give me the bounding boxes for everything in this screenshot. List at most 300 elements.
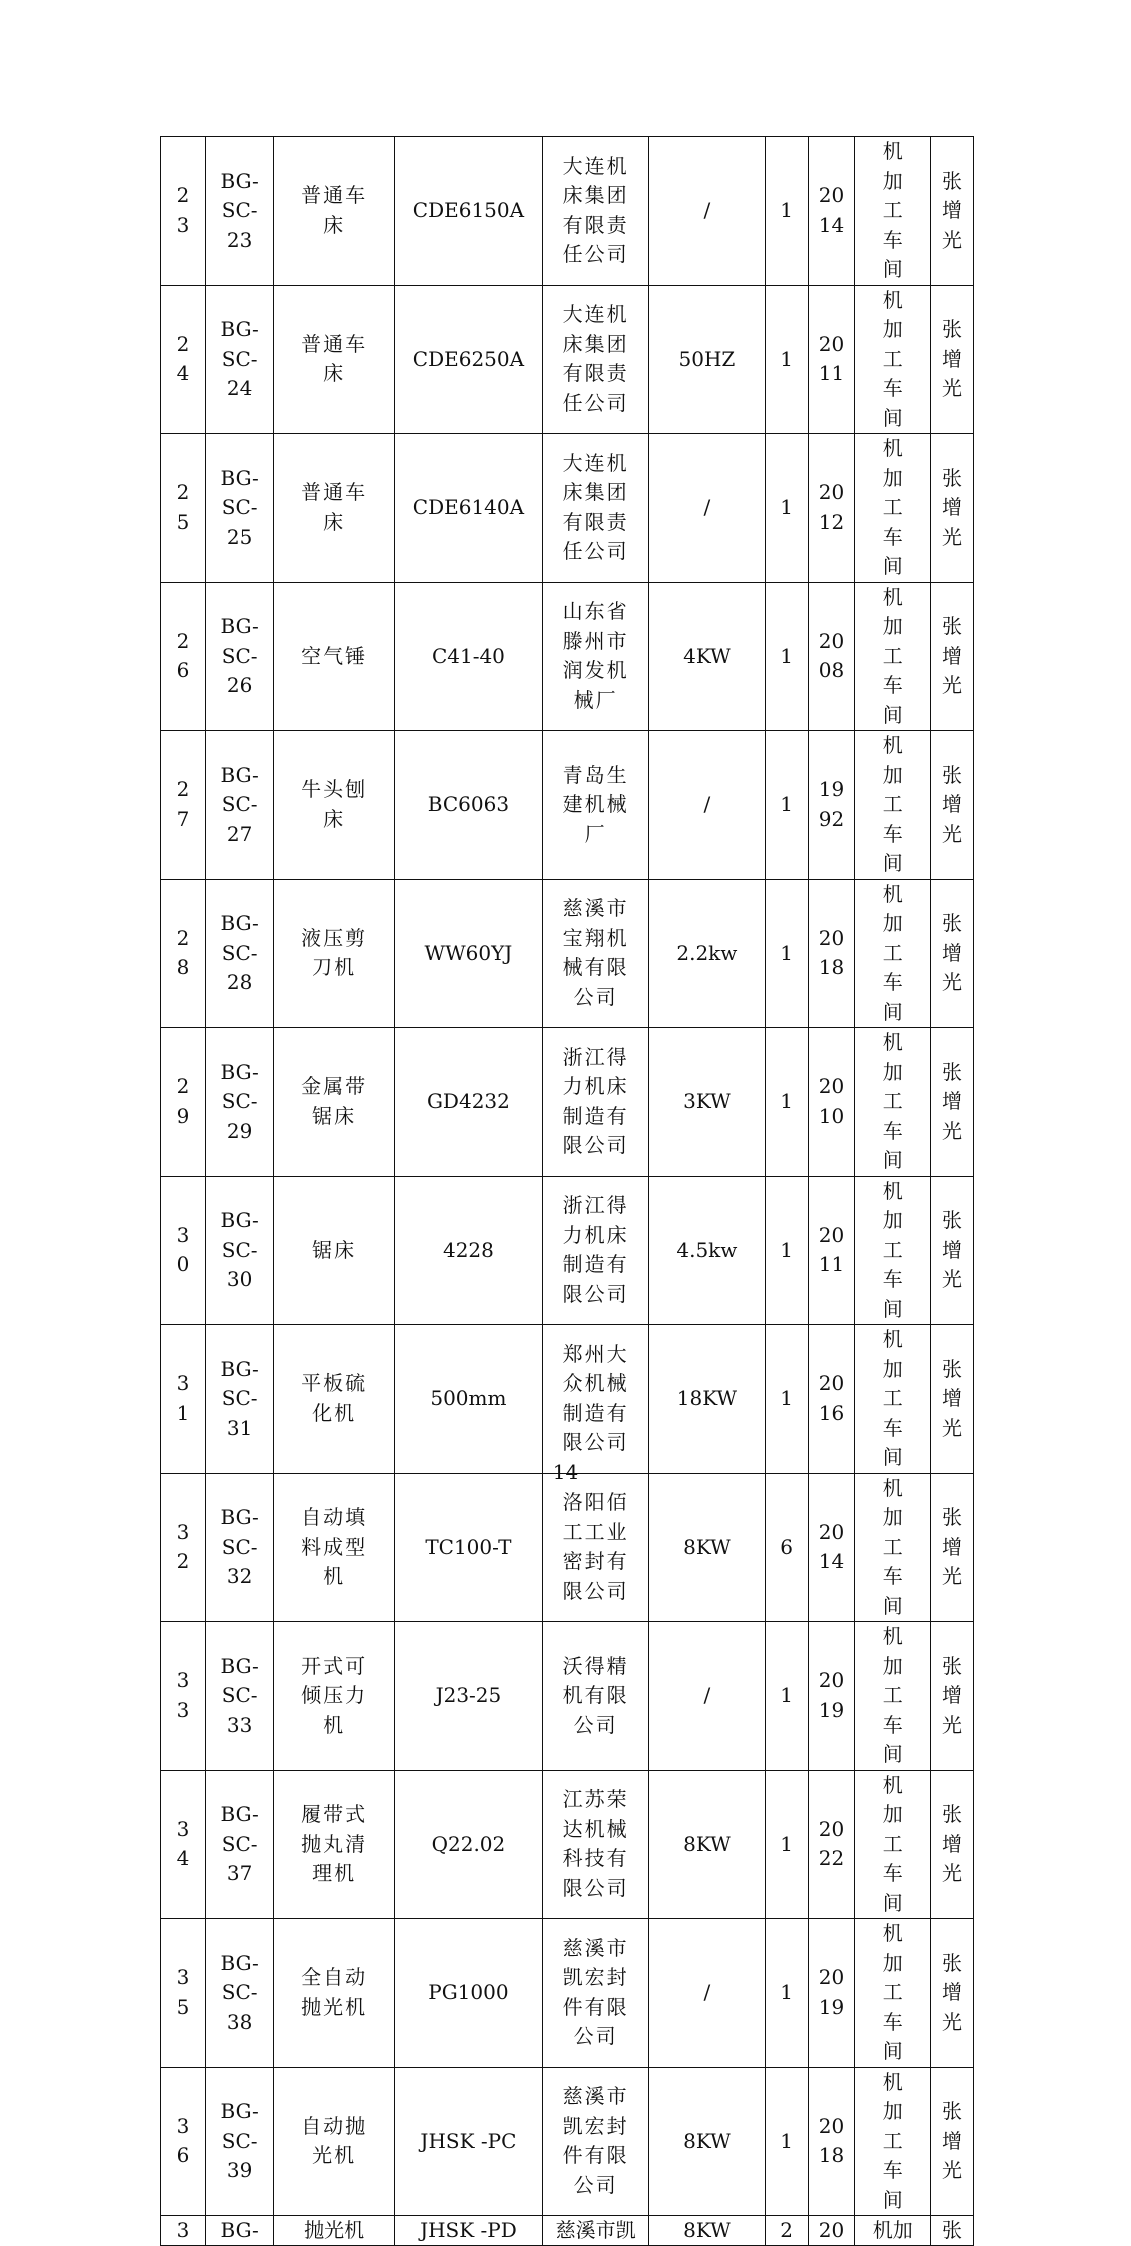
cell-keeper-text: 张增光 <box>942 1950 963 2034</box>
cell-equipment-name-text: 金属带锯床 <box>301 1074 368 1128</box>
cell-code-text: BG-SC-25 <box>220 465 259 549</box>
cell-model-text: JHSK -PC <box>420 2128 517 2153</box>
cell-manufacturer <box>542 137 648 286</box>
cell-model-text: WW60YJ <box>424 940 513 965</box>
cell-quantity-text: 1 <box>780 1089 793 1113</box>
cell-equipment-name-text: 锯床 <box>312 1237 357 1262</box>
cell-code <box>205 2216 273 2246</box>
cell-manufacturer-text: 青岛生建机械厂 <box>562 762 629 846</box>
cell-code-text: BG-SC-26 <box>220 614 259 697</box>
cell-equipment-name-text: 履带式抛丸清理机 <box>301 1802 368 1885</box>
cell-equipment-name <box>274 434 395 583</box>
cell-code <box>205 1176 273 1325</box>
cell-index <box>161 1325 206 1474</box>
cell-keeper-text: 张增光 <box>942 911 963 994</box>
cell-location-text: 机加 <box>872 2218 913 2242</box>
cell-equipment-name <box>274 879 395 1028</box>
cell-index-text: 3 <box>176 2218 190 2242</box>
table-row <box>161 434 974 583</box>
cell-equipment-name-text: 牛头刨床 <box>301 777 368 831</box>
cell-year <box>808 1770 855 1919</box>
cell-code-text: BG-SC-38 <box>220 1950 259 2034</box>
cell-equipment-name <box>274 2216 395 2246</box>
cell-location <box>855 137 931 286</box>
equipment-table <box>160 136 974 2246</box>
cell-location <box>855 1325 931 1474</box>
cell-index-text: 31 <box>176 1371 190 1425</box>
cell-equipment-name <box>274 137 395 286</box>
cell-model-text: CDE6140A <box>412 495 525 519</box>
cell-code-text: BG-SC-39 <box>220 2099 259 2182</box>
cell-quantity <box>765 879 808 1028</box>
cell-model <box>394 2067 542 2216</box>
cell-quantity <box>765 1325 808 1474</box>
cell-code-text: BG-SC-24 <box>220 317 259 400</box>
cell-manufacturer-text: 郑州大众机械制造有限公司 <box>562 1341 629 1455</box>
cell-index-text: 27 <box>176 777 190 831</box>
table-row <box>161 2067 974 2216</box>
cell-model <box>394 1770 542 1919</box>
cell-year-text: 2016 <box>818 1371 845 1425</box>
cell-manufacturer-text: 大连机床集团有限责任公司 <box>562 302 629 415</box>
cell-power-text: 8KW <box>683 1534 731 1559</box>
cell-quantity <box>765 137 808 286</box>
cell-location-text: 机加工车间 <box>882 1921 903 2063</box>
cell-keeper <box>931 137 974 286</box>
cell-location <box>855 731 931 880</box>
cell-location-text: 机加工车间 <box>882 1475 903 1618</box>
cell-location-text: 机加工车间 <box>882 2069 903 2212</box>
cell-manufacturer <box>542 1919 648 2068</box>
cell-location <box>855 582 931 731</box>
cell-index <box>161 731 206 880</box>
cell-location <box>855 879 931 1028</box>
cell-manufacturer-text: 浙江得力机床制造有限公司 <box>562 1193 629 1306</box>
cell-manufacturer <box>542 1325 648 1474</box>
cell-manufacturer <box>542 2216 648 2246</box>
cell-index <box>161 2067 206 2216</box>
cell-power <box>649 1919 765 2068</box>
cell-power-text: / <box>703 495 711 519</box>
cell-location-text: 机加工车间 <box>882 881 903 1024</box>
cell-index <box>161 285 206 434</box>
cell-equipment-name-text: 平板硫化机 <box>301 1371 368 1425</box>
cell-model <box>394 1028 542 1177</box>
cell-quantity-text: 1 <box>780 198 793 222</box>
cell-power <box>649 879 765 1028</box>
cell-year <box>808 2216 855 2246</box>
cell-quantity-text: 1 <box>780 643 793 668</box>
cell-manufacturer-text: 浙江得力机床制造有限公司 <box>562 1044 629 1158</box>
cell-model <box>394 879 542 1028</box>
cell-quantity <box>765 434 808 583</box>
cell-quantity-text: 1 <box>780 2128 793 2153</box>
cell-index <box>161 2216 206 2246</box>
cell-model-text: CDE6250A <box>412 346 525 371</box>
cell-manufacturer <box>542 879 648 1028</box>
cell-manufacturer-text: 慈溪市凯宏封件有限公司 <box>562 1935 629 2049</box>
cell-manufacturer-text: 慈溪市宝翔机械有限公司 <box>562 896 629 1009</box>
cell-quantity-text: 2 <box>780 2218 793 2242</box>
cell-code <box>205 582 273 731</box>
cell-quantity <box>765 1176 808 1325</box>
cell-manufacturer <box>542 285 648 434</box>
cell-model-text: BC6063 <box>427 792 510 816</box>
cell-equipment-name-text: 液压剪刀机 <box>301 925 368 980</box>
table-row <box>161 731 974 880</box>
cell-year-text: 2012 <box>818 480 845 534</box>
cell-manufacturer-text: 大连机床集团有限责任公司 <box>562 153 629 267</box>
cell-manufacturer <box>542 1176 648 1325</box>
cell-quantity-text: 1 <box>780 346 793 371</box>
cell-equipment-name-text: 自动填料成型机 <box>301 1505 368 1588</box>
cell-code-text: BG-SC-27 <box>220 762 259 846</box>
cell-model <box>394 2216 542 2246</box>
cell-equipment-name <box>274 582 395 731</box>
cell-quantity-text: 1 <box>780 1831 793 1856</box>
cell-quantity-text: 1 <box>780 1386 793 1410</box>
equipment-table-body <box>161 137 974 2246</box>
cell-index-text: 23 <box>176 183 190 237</box>
cell-power-text: 8KW <box>683 2128 731 2153</box>
cell-model-text: Q22.02 <box>431 1831 506 1856</box>
cell-manufacturer-text: 慈溪市凯宏封件有限公司 <box>562 2084 629 2197</box>
cell-index-text: 33 <box>176 1668 190 1722</box>
cell-code-text: BG-SC-31 <box>220 1356 259 1440</box>
cell-index-text: 26 <box>176 628 190 683</box>
cell-model <box>394 1325 542 1474</box>
cell-model <box>394 1622 542 1771</box>
cell-code <box>205 1028 273 1177</box>
cell-equipment-name <box>274 2067 395 2216</box>
cell-year <box>808 1622 855 1771</box>
cell-power-text: 50HZ <box>678 346 736 371</box>
cell-manufacturer-text: 山东省滕州市润发机械厂 <box>562 599 629 712</box>
cell-model-text: C41-40 <box>431 643 505 668</box>
cell-power-text: 4KW <box>683 643 731 668</box>
cell-power <box>649 434 765 583</box>
cell-quantity <box>765 1622 808 1771</box>
cell-year-text: 2018 <box>818 925 845 980</box>
cell-keeper-text: 张增光 <box>942 1356 963 1440</box>
cell-model <box>394 1176 542 1325</box>
cell-quantity-text: 1 <box>780 1237 793 1262</box>
cell-model-text: J23-25 <box>435 1683 502 1707</box>
cell-equipment-name <box>274 1028 395 1177</box>
cell-equipment-name <box>274 731 395 880</box>
cell-quantity <box>765 582 808 731</box>
cell-code-text: BG-SC-23 <box>220 168 259 252</box>
cell-year-text: 2018 <box>818 2113 845 2168</box>
cell-model-text: CDE6150A <box>412 198 525 222</box>
cell-year <box>808 137 855 286</box>
cell-year-text: 20 <box>818 2218 845 2242</box>
table-row <box>161 1325 974 1474</box>
cell-equipment-name <box>274 285 395 434</box>
cell-index-text: 34 <box>176 1816 190 1871</box>
page-number: 14 <box>552 1460 579 1484</box>
cell-model-text: TC100-T <box>425 1534 512 1559</box>
cell-model <box>394 582 542 731</box>
cell-keeper <box>931 1622 974 1771</box>
cell-keeper <box>931 1473 974 1622</box>
cell-power-text: 4.5kw <box>676 1237 738 1262</box>
cell-power-text: 2.2kw <box>676 940 738 965</box>
cell-quantity <box>765 285 808 434</box>
cell-equipment-name <box>274 1176 395 1325</box>
cell-equipment-name-text: 普通车床 <box>301 183 368 237</box>
cell-power <box>649 1028 765 1177</box>
cell-manufacturer <box>542 434 648 583</box>
cell-code <box>205 2067 273 2216</box>
cell-year <box>808 879 855 1028</box>
cell-quantity <box>765 2067 808 2216</box>
cell-code-text: BG-SC-37 <box>220 1802 259 1885</box>
cell-manufacturer-text: 大连机床集团有限责任公司 <box>562 450 629 564</box>
cell-power <box>649 1176 765 1325</box>
table-row <box>161 1770 974 1919</box>
cell-location-text: 机加工车间 <box>882 1178 903 1321</box>
cell-keeper-text: 张增光 <box>942 465 963 549</box>
cell-year-text: 2010 <box>818 1074 845 1128</box>
cell-model <box>394 137 542 286</box>
cell-model-text: 500mm <box>430 1386 507 1410</box>
cell-index-text: 29 <box>176 1074 190 1128</box>
cell-year-text: 2019 <box>818 1965 845 2019</box>
cell-manufacturer-text: 沃得精机有限公司 <box>562 1653 629 1737</box>
cell-location-text: 机加工车间 <box>882 1624 903 1766</box>
cell-equipment-name-text: 普通车床 <box>301 480 368 534</box>
cell-manufacturer-text: 慈溪市凯 <box>555 2218 636 2242</box>
cell-power <box>649 1770 765 1919</box>
cell-manufacturer <box>542 731 648 880</box>
table-row <box>161 1473 974 1622</box>
cell-power <box>649 582 765 731</box>
table-row <box>161 1028 974 1177</box>
cell-keeper <box>931 2216 974 2246</box>
cell-power <box>649 285 765 434</box>
cell-year <box>808 1919 855 2068</box>
cell-keeper-text: 张增光 <box>942 1505 963 1588</box>
cell-year-text: 2014 <box>818 1519 845 1574</box>
cell-keeper <box>931 1919 974 2068</box>
cell-manufacturer <box>542 1028 648 1177</box>
cell-index-text: 25 <box>176 480 190 534</box>
cell-model-text: 4228 <box>442 1237 494 1262</box>
table-row <box>161 879 974 1028</box>
cell-power-text: 18KW <box>676 1386 738 1410</box>
cell-power-text: / <box>703 792 711 816</box>
cell-code <box>205 434 273 583</box>
cell-equipment-name-text: 全自动抛光机 <box>301 1965 368 2019</box>
cell-manufacturer <box>542 2067 648 2216</box>
cell-code <box>205 879 273 1028</box>
cell-code <box>205 1770 273 1919</box>
cell-index <box>161 1028 206 1177</box>
cell-keeper <box>931 1770 974 1919</box>
table-row <box>161 1622 974 1771</box>
cell-code-text: BG-SC-33 <box>220 1653 259 1737</box>
cell-year-text: 2019 <box>818 1668 845 1722</box>
cell-manufacturer <box>542 1473 648 1622</box>
cell-code <box>205 1622 273 1771</box>
cell-quantity-text: 1 <box>780 1683 793 1707</box>
cell-year-text: 2014 <box>818 183 845 237</box>
cell-year <box>808 1176 855 1325</box>
cell-equipment-name-text: 普通车床 <box>301 331 368 386</box>
cell-index-text: 32 <box>176 1519 190 1574</box>
cell-keeper-text: 张 <box>942 2218 963 2242</box>
cell-year-text: 2011 <box>818 1222 845 1277</box>
cell-power-text: / <box>703 1980 711 2004</box>
cell-location-text: 机加工车间 <box>882 584 903 727</box>
cell-keeper <box>931 1176 974 1325</box>
cell-equipment-name <box>274 1473 395 1622</box>
cell-equipment-name-text: 抛光机 <box>304 2218 365 2242</box>
cell-quantity <box>765 1770 808 1919</box>
cell-quantity <box>765 731 808 880</box>
cell-index <box>161 1622 206 1771</box>
cell-index <box>161 1176 206 1325</box>
cell-keeper <box>931 731 974 880</box>
cell-index-text: 24 <box>176 331 190 386</box>
cell-model-text: PG1000 <box>428 1980 509 2004</box>
cell-keeper <box>931 285 974 434</box>
cell-power <box>649 1473 765 1622</box>
cell-index-text: 35 <box>176 1965 190 2019</box>
cell-index-text: 28 <box>176 925 190 980</box>
cell-manufacturer <box>542 582 648 731</box>
cell-location-text: 机加工车间 <box>882 287 903 430</box>
cell-quantity-text: 6 <box>780 1534 793 1559</box>
cell-keeper <box>931 2067 974 2216</box>
cell-year <box>808 285 855 434</box>
cell-year-text: 2011 <box>818 331 845 386</box>
cell-index <box>161 879 206 1028</box>
cell-location <box>855 2067 931 2216</box>
cell-keeper-text: 张增光 <box>942 1059 963 1143</box>
cell-equipment-name-text: 空气锤 <box>301 643 368 668</box>
cell-code <box>205 1325 273 1474</box>
cell-keeper-text: 张增光 <box>942 1208 963 1291</box>
cell-power <box>649 137 765 286</box>
cell-index <box>161 1770 206 1919</box>
table-row <box>161 1176 974 1325</box>
cell-keeper <box>931 879 974 1028</box>
cell-index <box>161 137 206 286</box>
cell-manufacturer-text: 洛阳佰工工业密封有限公司 <box>562 1490 629 1603</box>
cell-year <box>808 434 855 583</box>
cell-location <box>855 285 931 434</box>
cell-keeper-text: 张增光 <box>942 1653 963 1737</box>
cell-year-text: 2022 <box>818 1816 845 1871</box>
table-row <box>161 285 974 434</box>
cell-manufacturer <box>542 1622 648 1771</box>
cell-power-text: 8KW <box>683 1831 731 1856</box>
cell-keeper-text: 张增光 <box>942 2099 963 2182</box>
cell-equipment-name <box>274 1325 395 1474</box>
cell-quantity <box>765 1919 808 2068</box>
cell-power <box>649 731 765 880</box>
cell-keeper <box>931 1028 974 1177</box>
table-row <box>161 137 974 286</box>
cell-code <box>205 285 273 434</box>
cell-code <box>205 1919 273 2068</box>
table-row <box>161 582 974 731</box>
cell-quantity-text: 1 <box>780 940 793 965</box>
cell-quantity <box>765 1028 808 1177</box>
cell-location <box>855 1770 931 1919</box>
cell-year <box>808 1325 855 1474</box>
table-row <box>161 2216 974 2246</box>
cell-location-text: 机加工车间 <box>882 139 903 281</box>
cell-power <box>649 1622 765 1771</box>
cell-location-text: 机加工车间 <box>882 436 903 578</box>
cell-code <box>205 1473 273 1622</box>
cell-location-text: 机加工车间 <box>882 1772 903 1915</box>
cell-keeper <box>931 582 974 731</box>
cell-index <box>161 1473 206 1622</box>
cell-quantity-text: 1 <box>780 792 793 816</box>
cell-power <box>649 2067 765 2216</box>
cell-manufacturer <box>542 1770 648 1919</box>
cell-keeper <box>931 1325 974 1474</box>
cell-quantity <box>765 1473 808 1622</box>
cell-index <box>161 1919 206 2068</box>
cell-keeper-text: 张增光 <box>942 614 963 697</box>
cell-power-text: / <box>703 1683 711 1707</box>
cell-index-text: 30 <box>176 1222 190 1277</box>
cell-power <box>649 1325 765 1474</box>
cell-year <box>808 582 855 731</box>
cell-model <box>394 1473 542 1622</box>
cell-code-text: BG-SC-32 <box>220 1505 259 1588</box>
cell-location <box>855 434 931 583</box>
cell-power-text: / <box>703 198 711 222</box>
cell-location <box>855 1919 931 2068</box>
cell-equipment-name <box>274 1770 395 1919</box>
cell-code-text: BG-SC-29 <box>220 1059 259 1143</box>
cell-model <box>394 285 542 434</box>
cell-location <box>855 1176 931 1325</box>
cell-location-text: 机加工车间 <box>882 733 903 875</box>
cell-index <box>161 434 206 583</box>
cell-quantity-text: 1 <box>780 495 793 519</box>
cell-equipment-name-text: 开式可倾压力机 <box>301 1653 368 1737</box>
cell-location-text: 机加工车间 <box>882 1327 903 1469</box>
cell-year <box>808 2067 855 2216</box>
cell-model-text: JHSK -PD <box>420 2218 517 2242</box>
cell-location <box>855 1473 931 1622</box>
cell-model <box>394 731 542 880</box>
table-row <box>161 1919 974 2068</box>
cell-code-text: BG-SC-28 <box>220 911 259 994</box>
cell-equipment-name <box>274 1622 395 1771</box>
cell-model <box>394 434 542 583</box>
cell-model <box>394 1919 542 2068</box>
cell-keeper-text: 张增光 <box>942 168 963 252</box>
cell-code-text: BG- <box>220 2218 259 2242</box>
cell-quantity <box>765 2216 808 2246</box>
cell-year <box>808 1473 855 1622</box>
cell-equipment-name-text: 自动抛光机 <box>301 2113 368 2168</box>
cell-model-text: GD4232 <box>426 1089 510 1113</box>
cell-power-text: 8KW <box>683 2218 731 2242</box>
cell-location <box>855 2216 931 2246</box>
cell-year <box>808 1028 855 1177</box>
cell-manufacturer-text: 江苏荣达机械科技有限公司 <box>562 1787 629 1900</box>
cell-year <box>808 731 855 880</box>
